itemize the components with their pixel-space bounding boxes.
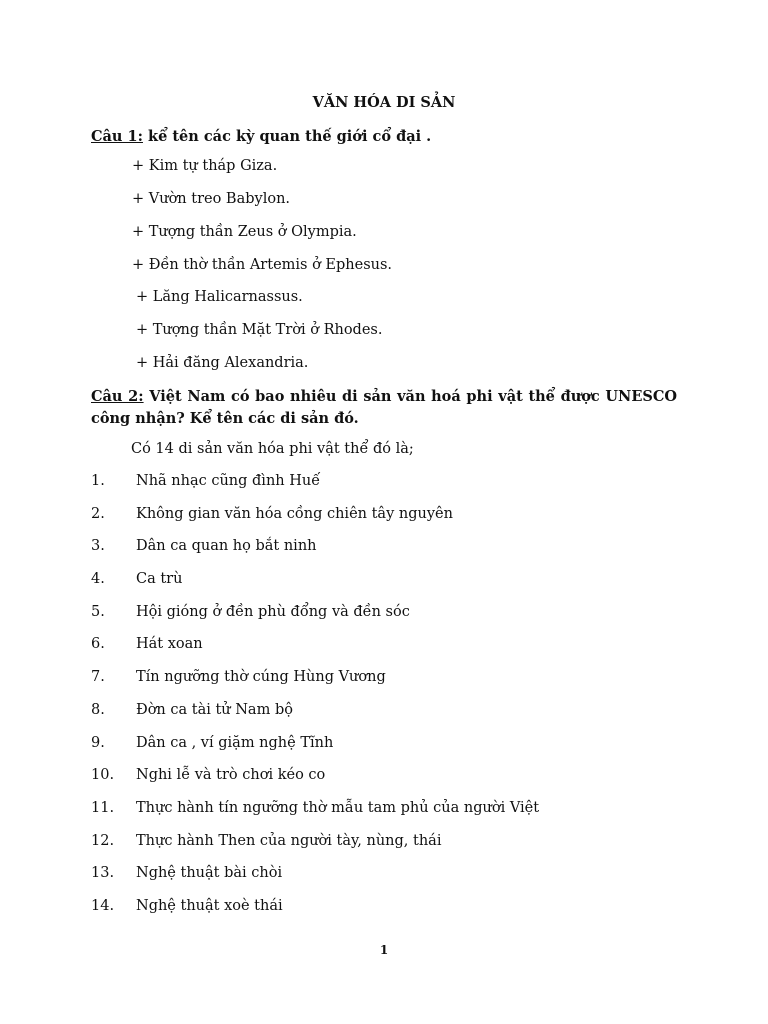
list-item-text: Dân ca , ví giặm nghệ Tĩnh (136, 734, 334, 751)
list-item-text: Nhã nhạc cũng đình Huế (136, 473, 321, 489)
wonder-item: + Hải đăng Alexandria. (136, 355, 309, 371)
list-item (0, 571, 768, 604)
list-item (0, 538, 768, 571)
list-item (0, 735, 768, 768)
list-item-number: 5. (91, 603, 105, 620)
list-item (0, 506, 768, 539)
list-item-text: Hội gióng ở đền phù đổng và đền sóc (136, 603, 410, 620)
question-2-text: Việt Nam có bao nhiêu di sản văn hoá phi vật thể được UNESCO công nhận? Kể tên các di sản đó. (91, 388, 678, 427)
list-item-text: Dân ca quan họ bắt ninh (136, 538, 317, 555)
list-item-number: 9. (91, 734, 105, 751)
list-item (0, 636, 768, 669)
list-item-number: 11. (91, 799, 115, 816)
list-item-number: 10. (91, 767, 115, 784)
heritage-list (0, 473, 768, 931)
question-2-intro: Có 14 di sản văn hóa phi vật thể đó là; (131, 441, 414, 457)
list-item-number: 13. (91, 865, 115, 882)
list-item-text: Đờn ca tài tử Nam bộ (136, 701, 293, 718)
wonder-item: + Kim tự tháp Giza. (132, 158, 278, 174)
list-item-text: Không gian văn hóa cồng chiên tây nguyên (136, 505, 453, 522)
list-item-text: Hát xoan (136, 636, 203, 653)
list-item-number: 7. (91, 669, 105, 686)
wonder-item: + Tượng thần Mặt Trời ở Rhodes. (136, 322, 383, 338)
question-2 (91, 386, 677, 430)
wonder-item: + Vườn treo Babylon. (132, 191, 291, 207)
list-item (0, 800, 768, 833)
question-1-label: Câu 1: (91, 128, 143, 145)
list-item (0, 604, 768, 637)
list-item (0, 669, 768, 702)
list-item (0, 833, 768, 866)
list-item (0, 473, 768, 506)
list-item-number: 1. (91, 473, 105, 489)
list-item-text: Nghi lễ và trò chơi kéo co (136, 767, 326, 784)
page-title: VĂN HÓA DI SẢN (312, 94, 456, 111)
list-item-number: 2. (91, 505, 105, 522)
list-item-number: 3. (91, 538, 105, 555)
list-item (0, 767, 768, 800)
wonder-item: + Đền thờ thần Artemis ở Ephesus. (132, 257, 393, 273)
list-item (0, 702, 768, 735)
list-item-text: Thực hành tín ngưỡng thờ mẫu tam phủ của người Việt (136, 799, 540, 816)
list-item-text: Ca trù (136, 571, 183, 588)
list-item (0, 898, 768, 931)
list-item-number: 14. (91, 897, 115, 914)
question-1-text: kể tên các kỳ quan thế giới cổ đại . (142, 128, 432, 145)
page-number: 1 (379, 943, 389, 957)
wonder-item: + Lăng Halicarnassus. (136, 289, 303, 305)
list-item-text: Tín ngưỡng thờ cúng Hùng Vương (136, 669, 386, 686)
question-2-label: Câu 2: (91, 388, 144, 405)
list-item-text: Nghệ thuật xoè thái (136, 897, 283, 914)
list-item-number: 8. (91, 701, 105, 718)
list-item-text: Nghệ thuật bài chòi (136, 865, 283, 882)
list-item-number: 12. (91, 832, 115, 849)
list-item-number: 6. (91, 636, 105, 653)
list-item (0, 865, 768, 898)
question-1 (91, 126, 677, 148)
list-item-text: Thực hành Then của người tày, nùng, thái (136, 832, 442, 849)
list-item-number: 4. (91, 571, 105, 588)
wonder-item: + Tượng thần Zeus ở Olympia. (132, 224, 357, 240)
